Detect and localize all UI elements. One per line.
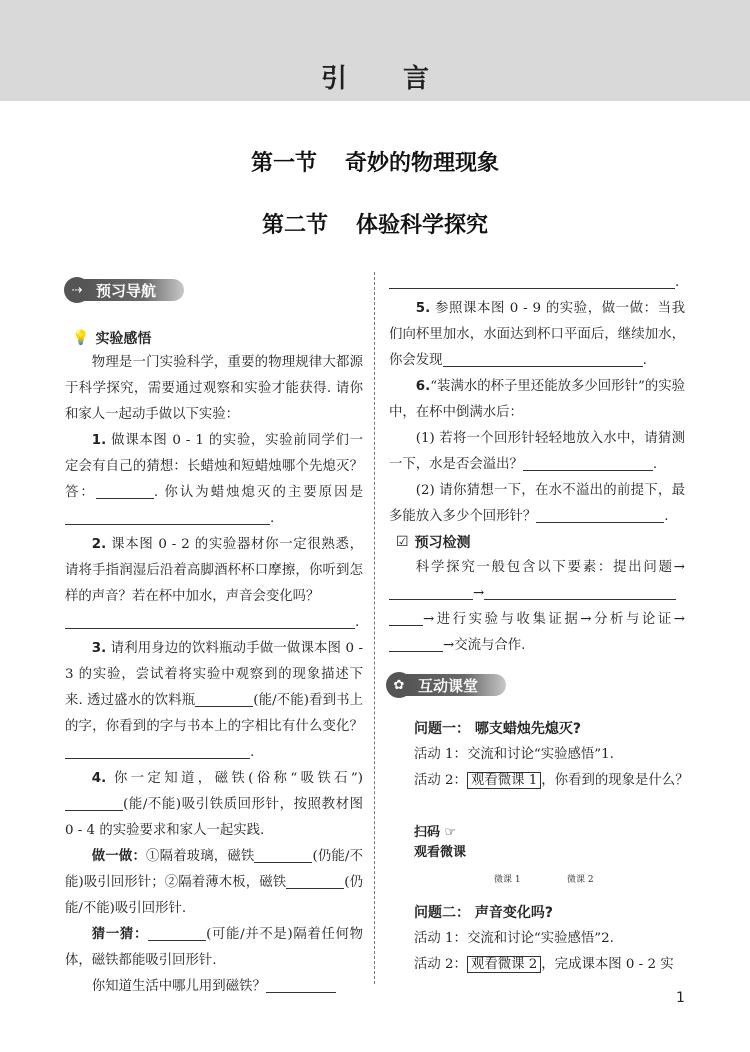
question-3: 3. 请利用身边的饮料瓶动手做一做课本图 0 - 3 的实验，尝试着将实验中观察到的现象描述下来. 透过盛水的饮料瓶 (能/不能)看到书上的字，你看到的字与书本上的字相比有什么变化？. bbox=[65, 641, 364, 760]
page-number: 1 bbox=[676, 990, 685, 1006]
problem-1-activity-2: 活动 2： 观看微课 1 ，你看到的现象是什么？ bbox=[414, 773, 689, 788]
problem-1-title: 问题一： 哪支蜡烛先熄灭? bbox=[414, 721, 581, 737]
right-column-text bbox=[389, 270, 685, 530]
question-1: 1. 做课本图 0 - 1 的实验，实验前同学们一定会有自己的猜想：长蜡烛和短蜡烛哪个先熄灭？答： . 你认为蜡烛熄灭的主要原因是. bbox=[65, 433, 364, 526]
exp-heading: 💡 实验感悟 bbox=[72, 330, 152, 347]
micro-lesson-2-thumb[interactable]: 微课 2 bbox=[567, 875, 594, 885]
answer-blank[interactable] bbox=[523, 452, 653, 471]
intro-paragraph: 物理是一门实验科学，重要的物理规律大都源于科学探究，需要通过观察和实验才能获得. 请你和家人一起动手做以下实验： bbox=[65, 355, 363, 422]
problem-2-activity-1: 活动 1：交流和讨论“实验感悟”2. bbox=[414, 931, 614, 946]
problem-2-title: 问题二： 声音变化吗? bbox=[414, 905, 553, 921]
lightbulb-icon: 💡 bbox=[72, 330, 90, 346]
answer-blank[interactable] bbox=[484, 581, 676, 600]
section-name: 体验科学探究 bbox=[356, 212, 489, 238]
section-number: 第二节 bbox=[261, 212, 328, 238]
answer-blank[interactable] bbox=[96, 480, 154, 499]
answer-blank[interactable] bbox=[286, 870, 344, 889]
answer-line: . bbox=[65, 610, 363, 636]
answer-blank[interactable] bbox=[389, 607, 423, 626]
section-name: 奇妙的物理现象 bbox=[345, 150, 500, 176]
answer-blank[interactable] bbox=[389, 581, 473, 600]
micro-lesson-2-link[interactable]: 观看微课 2 bbox=[467, 956, 541, 973]
answer-blank[interactable] bbox=[254, 844, 312, 863]
micro-lesson-1-link[interactable]: 观看微课 1 bbox=[467, 772, 541, 789]
answer-blank[interactable] bbox=[443, 348, 643, 367]
life-question: 你知道生活中哪儿用到磁铁？ bbox=[65, 974, 363, 1000]
answer-blank[interactable] bbox=[266, 974, 336, 993]
answer-blank[interactable] bbox=[65, 792, 123, 811]
flower-icon: ✿ bbox=[386, 672, 412, 698]
question-6-1: (1) 若将一个回形针轻轻地放入水中，请猜测一下，水是否会溢出？ . bbox=[389, 431, 685, 472]
problem-2-activity-2: 活动 2： 观看微课 2 ，完成课本图 0 - 2 实 bbox=[414, 957, 674, 972]
classroom-badge-label: 互动课堂 bbox=[406, 674, 506, 696]
classroom-problem-1 bbox=[414, 716, 690, 794]
answer-blank[interactable] bbox=[65, 740, 250, 759]
answer-blank[interactable] bbox=[389, 270, 675, 289]
section-title-1 bbox=[0, 146, 750, 177]
scan-prompt: 扫码 ☞ 观看微课 bbox=[414, 825, 467, 860]
check-text bbox=[389, 555, 685, 659]
classroom-problem-2 bbox=[414, 900, 690, 978]
check-paragraph: 科学探究一般包含以下要素：提出问题→→→进行实验与收集证据→分析与论证→→交流与合作. bbox=[389, 555, 685, 659]
answer-blank[interactable] bbox=[389, 633, 443, 652]
question-6-2: (2) 请你猜想一下，在水不溢出的前提下，最多能放入多少个回形针？ . bbox=[389, 483, 685, 524]
do-it: 做一做：①隔着玻璃，磁铁 (仍能/不能)吸引回形针；②隔着薄木板，磁铁 (仍能/不能)吸引回形针. bbox=[65, 844, 363, 922]
answer-blank[interactable] bbox=[65, 610, 355, 629]
answer-blank[interactable] bbox=[536, 504, 664, 523]
section-title-2 bbox=[0, 208, 750, 239]
problem-1-activity-1: 活动 1：交流和讨论“实验感悟”1. bbox=[414, 747, 614, 762]
classroom-badge bbox=[386, 672, 506, 698]
answer-blank[interactable] bbox=[195, 688, 253, 707]
question-6: 6.“装满水的杯子里还能放多少回形针”的实验中，在杯中倒满水后： bbox=[389, 379, 685, 420]
answer-line: . bbox=[389, 270, 685, 296]
checkbox-pencil-icon: ☑ bbox=[396, 534, 409, 550]
section-number: 第一节 bbox=[250, 150, 317, 176]
question-2: 2. 课本图 0 - 2 的实验器材你一定很熟悉，请将手指润湿后沿着高脚酒杯杯口摩擦，你听到怎样的声音？若在杯中加水，声音会变化吗？ bbox=[65, 537, 363, 604]
guess: 猜一猜： (可能/并不是)隔着任何物体，磁铁都能吸引回形针. bbox=[65, 922, 363, 974]
column-divider bbox=[374, 272, 375, 984]
pointing-hand-icon: ☞ bbox=[444, 825, 457, 840]
question-5: 5. 参照课本图 0 - 9 的实验，做一做：当我们向杯里加水，水面达到杯口平面后，继续加水，你会发现 . bbox=[389, 301, 685, 368]
question-4: 4. 你一定知道，磁铁(俗称“吸铁石”)(能/不能)吸引铁质回形针，按照教材图 0 - 4 的实验要求和家人一起实践. bbox=[65, 771, 363, 838]
micro-lesson-1-thumb[interactable]: 微课 1 bbox=[494, 875, 521, 885]
answer-blank[interactable] bbox=[65, 506, 270, 525]
answer-blank[interactable] bbox=[148, 922, 206, 941]
preview-badge bbox=[64, 277, 184, 303]
page-title: 引言 bbox=[320, 64, 485, 94]
preview-badge-label: 预习导航 bbox=[84, 279, 184, 301]
left-column-text bbox=[65, 350, 363, 1000]
arrow-right-icon: ⇢ bbox=[64, 277, 90, 303]
check-heading: ☑ 预习检测 bbox=[396, 534, 471, 551]
